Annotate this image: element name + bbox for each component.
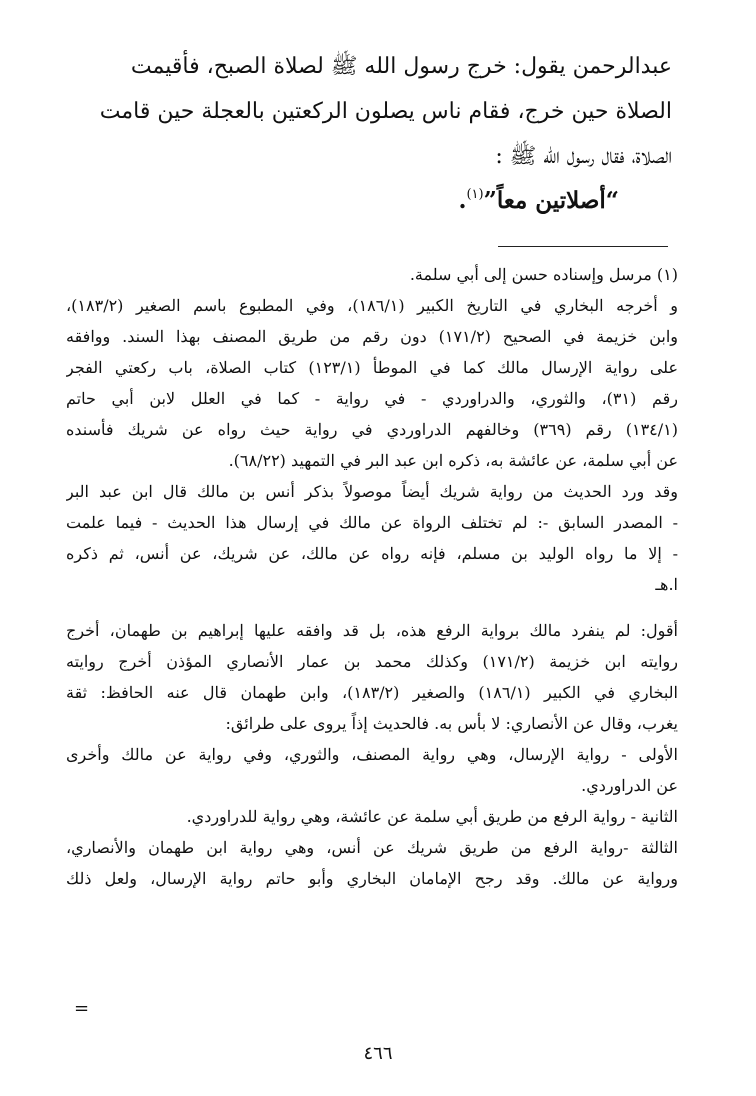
footnote-line: البخاري في الكبير (١٨٦/١) والصغير (١٨٣/٢)، وابن طهمان قال عنه الحافظ: ثقة <box>66 683 678 702</box>
footnote-line: (١٣٤/١) رقم (٣٦٩) وخالفهم الدراوردي في رواية حيث رواه عن شريك فأسنده <box>66 420 678 439</box>
footnote-line: الأولى - رواية الإرسال، وهي رواية المصنف، والثوري، وفي رواية عن مالك وأخرى <box>66 745 678 764</box>
footnote-line: - المصدر السابق -: لم تختلف الرواة عن مالك في إرسال هذا الحديث - فيما علمت <box>66 513 678 532</box>
page-number: ٤٦٦ <box>363 1043 393 1064</box>
footnote-line: الثانية - رواية الرفع من طريق أبي سلمة عن عائشة، وهي رواية للدراوردي. <box>186 807 678 826</box>
footnote-line: و أخرجه البخاري في التاريخ الكبير (١٨٦/١)، وفي المطبوع باسم الصغير (١٨٣/٢)، <box>66 296 678 315</box>
main-text-line: الصلاة، فقال رسول الله ﷺ : <box>495 144 672 169</box>
main-text-line: الصلاة حين خرج، فقام ناس يصلون الركعتين بالعجلة حين قامت <box>99 99 672 124</box>
footnote-line: الثالثة -رواية الرفع من طريق شريك عن أنس، وهي رواية ابن طهمان والأنصاري، <box>66 838 678 857</box>
footnote-line: يغرب، وقال عن الأنصاري: لا بأس به. فالحديث إذاً يروى على طرائق: <box>225 714 678 733</box>
hadith-quote-text: “أصلاتين معاً” <box>483 187 619 214</box>
continuation-mark: = <box>74 998 90 1019</box>
main-text-block <box>70 44 672 179</box>
footnote-line: على رواية الإرسال مالك كما في الموطأ (١٢٣/١) كتاب الصلاة، باب ركعتي الفجر <box>66 358 678 377</box>
footnote-line: (١) مرسل وإسناده حسن إلى أبي سلمة. <box>409 265 678 284</box>
footnote-line: روايته ابن خزيمة (١٧١/٢) وكذلك محمد بن عمار الأنصاري المؤذن أخرج روايته <box>66 652 678 671</box>
footnote-line: - إلا ما رواه الوليد بن مسلم، فإنه رواه عن مالك، عن شريك، عن أنس، ثم ذكره <box>66 544 678 563</box>
footnote-line: وابن خزيمة في الصحيح (١٧١/٢) دون رقم من طريق المصنف بهذا السند. ووافقه <box>66 327 678 346</box>
main-text-line: عبدالرحمن يقول: خرج رسول الله ﷺ لصلاة الصبح، فأقيمت <box>130 54 672 79</box>
footnote-separator <box>498 246 668 247</box>
footnote-line: عن أبي سلمة، عن عائشة به، ذكره ابن عبد البر في التمهيد (٦٨/٢٢). <box>228 451 678 470</box>
footnote-line: عن الدراوردي. <box>581 776 678 795</box>
quote-period: . <box>458 187 467 214</box>
footnote-line: أقول: لم ينفرد مالك برواية الرفع هذه، بل قد وافقه عليها إبراهيم بن طهمان، أخرج <box>66 621 678 640</box>
footnote-line: وقد ورد الحديث من رواية شريك أيضاً موصولاً بذكر أنس بن مالك قال ابن عبد البر <box>66 482 678 501</box>
footnote-reference: (١) <box>466 187 484 202</box>
paragraph-gap <box>66 600 678 615</box>
hadith-quote <box>458 177 619 219</box>
footnote-line: ا.هـ <box>655 575 678 594</box>
footnote-line: رقم (٣١)، والثوري، والدراوردي - في رواية - كما في العلل لابن أبي حاتم <box>66 389 678 408</box>
footnotes-block <box>66 259 678 894</box>
footnote-line: ورواية عن مالك. وقد رجح الإمامان البخاري وأبو حاتم رواية الإرسال، ولعل ذلك <box>66 869 678 888</box>
